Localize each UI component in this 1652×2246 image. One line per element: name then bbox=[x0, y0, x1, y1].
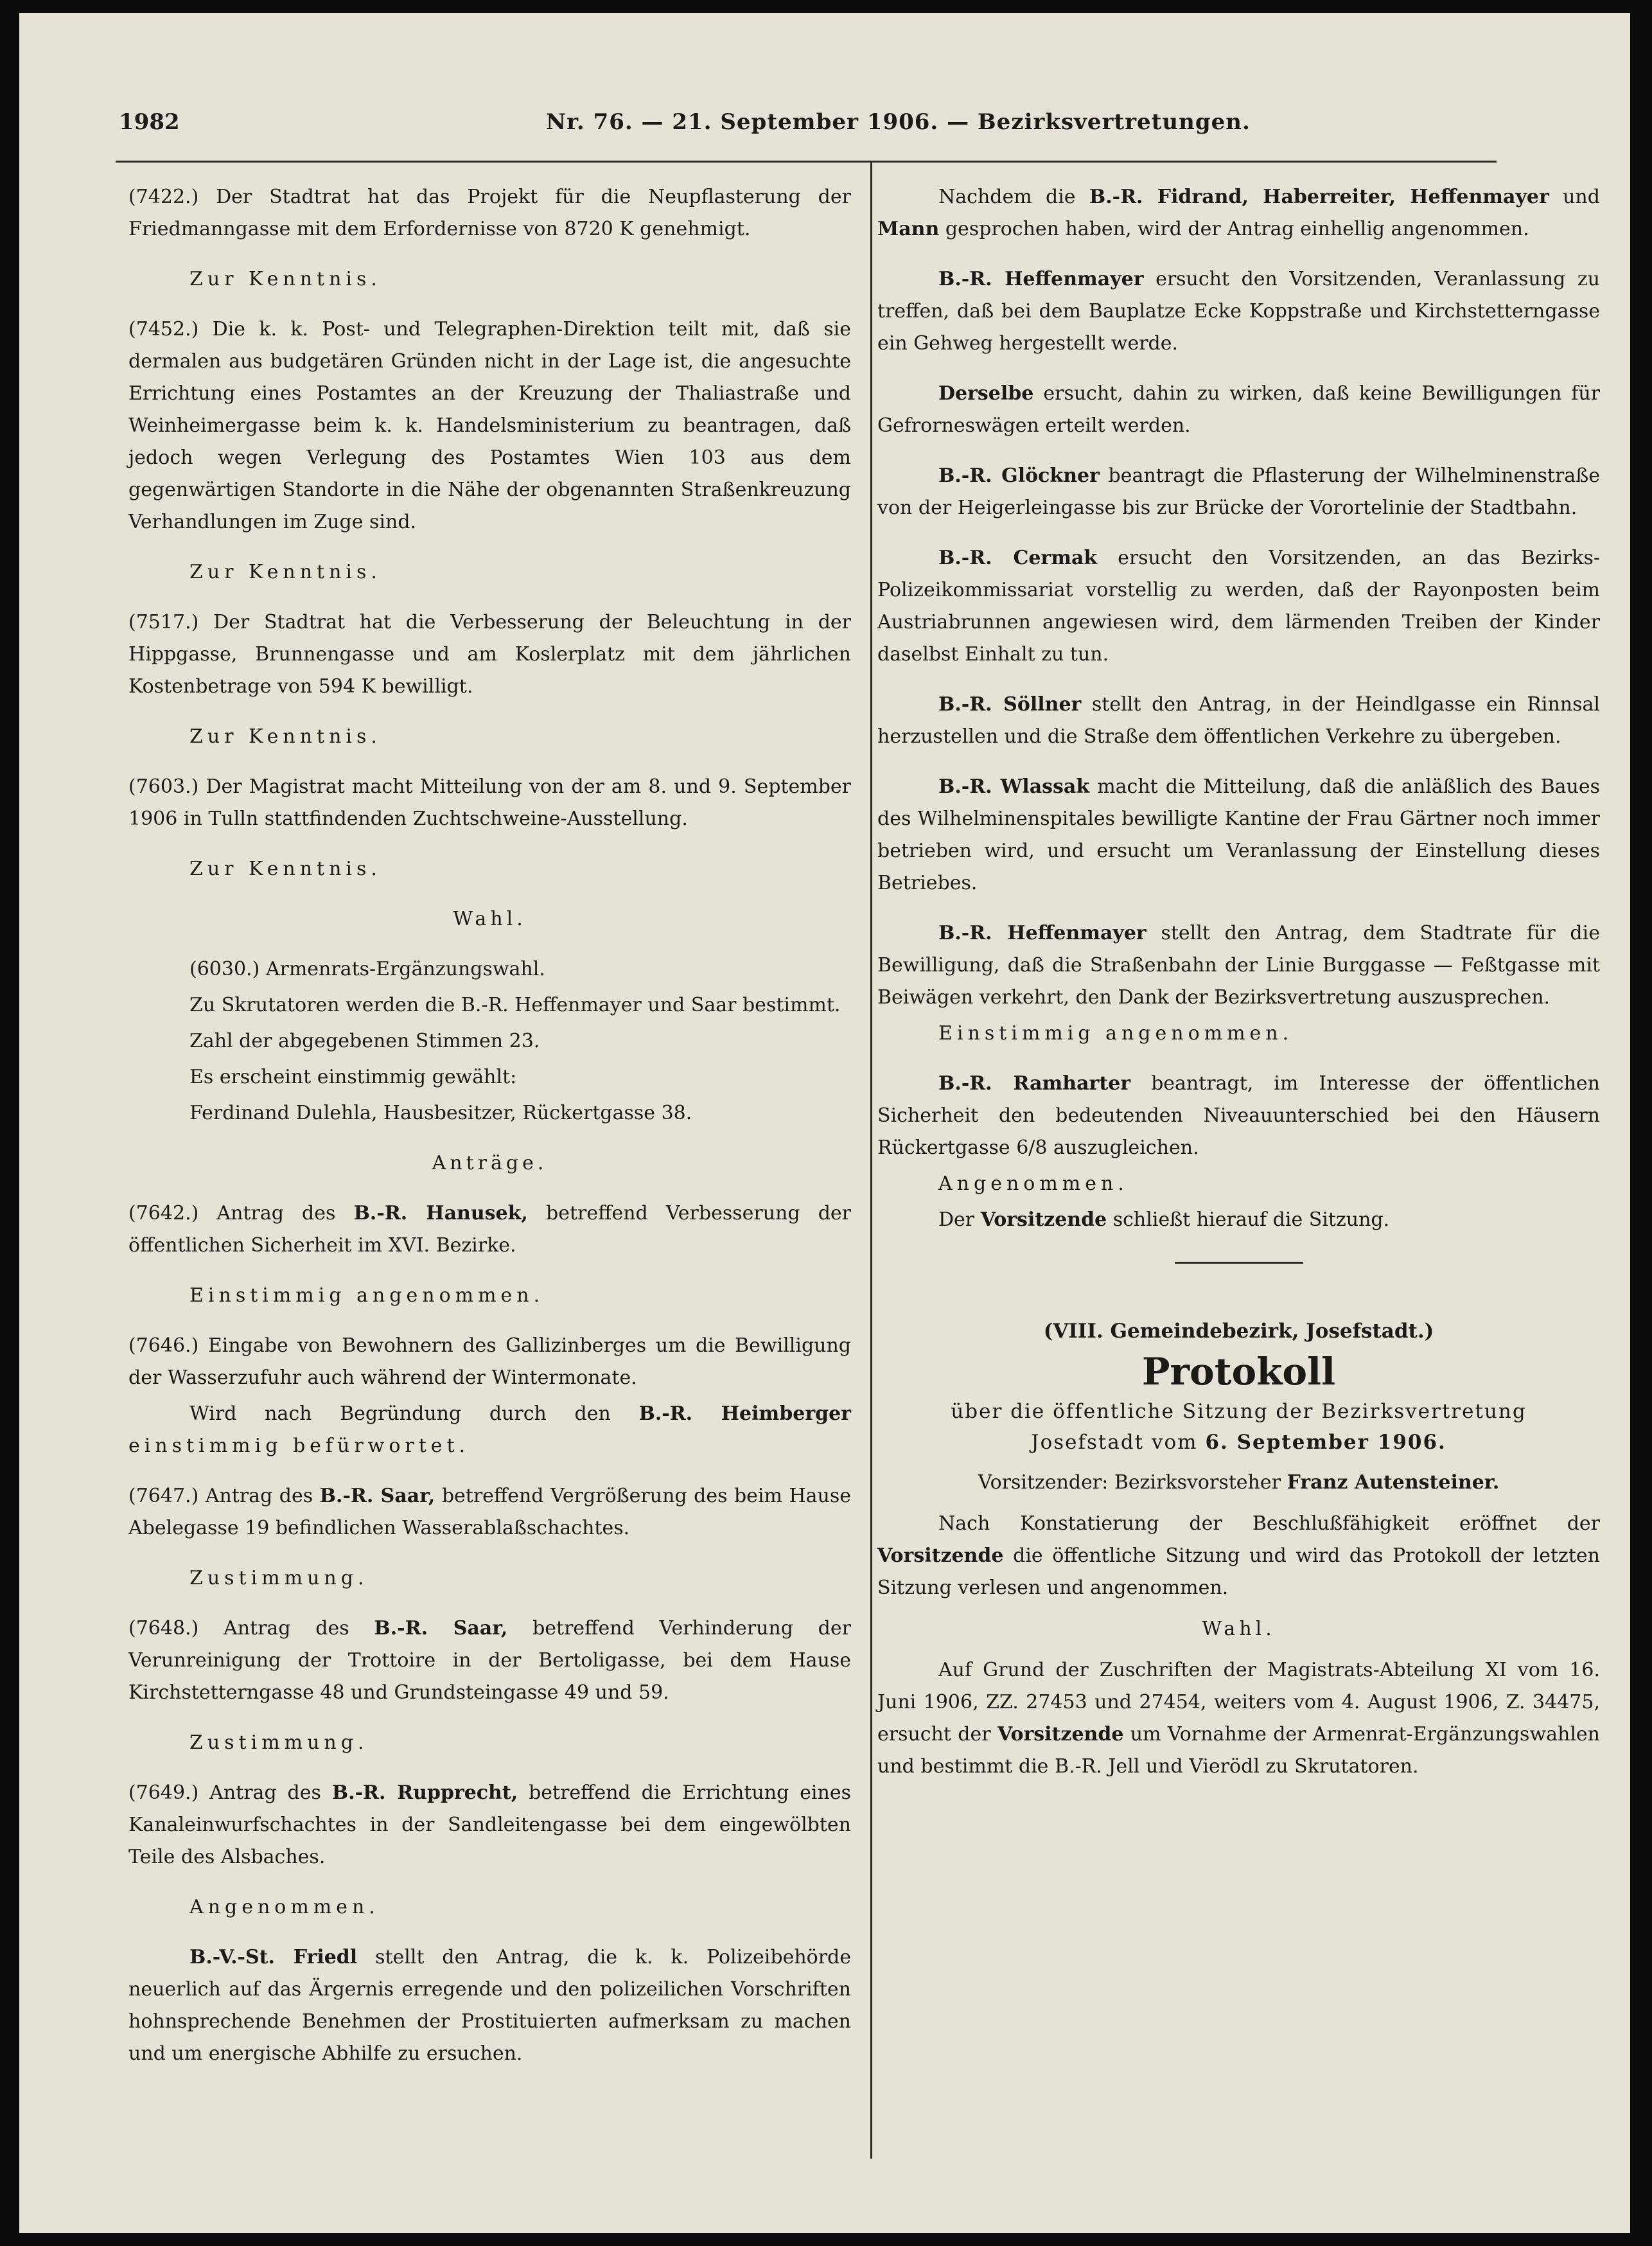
note-zustimmung: Zustimmung. bbox=[189, 1567, 369, 1589]
section-heading-antraege: Anträge. bbox=[432, 1152, 548, 1174]
item-7603: (7603.) Der Magistrat macht Mitteilung von der am 8. und 9. September 1906 in Tulln stattfindenden Zuchtschweine-Ausstellung. bbox=[128, 775, 851, 830]
item-7648: (7648.) Antrag des B.-R. Saar, betreffend Verhinderung der Verunreinigung der Trottoire in der Bertoligasse, bei dem Hause Kirchstetterngasse 48 und Grundsteingasse 49 und 59. bbox=[128, 1617, 851, 1704]
item-wlassak: B.-R. Wlassak macht die Mitteilung, daß die anläßlich des Baues des Wilhelminenspitales bewilligte Kantine der Frau Gärtner noch immer betrieben wird, und ersucht um Veranlassung der Einstellung dieses Betriebes. bbox=[877, 775, 1600, 894]
item-friedl-antrag: B.-V.-St. Friedl stellt den Antrag, die k. k. Polizeibehörde neuerlich auf das Ärgernis erregende und den polizeilichen Vorschriften hohnsprechende Benehmen der Prostituierten aufmerksam zu machen und um energische Abhilfe zu ersuchen. bbox=[128, 1946, 852, 2065]
protokoll-title: Protokoll bbox=[1141, 1350, 1336, 1393]
item-7647: (7647.) Antrag des B.-R. Saar, betreffend Vergrößerung des beim Hause Abelegasse 19 befindlichen Wasserablaßschachtes. bbox=[128, 1485, 851, 1539]
section-heading-wahl: Wahl. bbox=[453, 908, 527, 930]
page-number: 1982 bbox=[119, 109, 180, 135]
gewaehlter-name: Ferdinand Dulehla, Hausbesitzer, Rückertgasse 38. bbox=[189, 1102, 692, 1124]
item-derselbe: Derselbe ersucht, dahin zu wirken, daß keine Bewilligungen für Gefrorneswägen erteilt werden. bbox=[877, 382, 1600, 437]
item-sitzung-geschlossen: Der Vorsitzende schließt hierauf die Sitzung. bbox=[938, 1208, 1390, 1231]
item-soellner: B.-R. Söllner stellt den Antrag, in der Heindlgasse ein Rinnsal herzustellen und die Straße dem öffentlichen Verkehre zu übergeben. bbox=[877, 693, 1600, 748]
district-heading: (VIII. Gemeindebezirk, Josefstadt.) bbox=[1043, 1320, 1434, 1343]
right-column bbox=[877, 181, 1600, 1801]
item-nachdem: Nachdem die B.-R. Fidrand, Haberreiter, Heffenmayer und Mann gesprochen haben, wird der Antrag einhellig angenommen. bbox=[877, 186, 1600, 240]
note-zur-kenntnis: Zur Kenntnis. bbox=[189, 268, 382, 290]
section-heading-wahl-2: Wahl. bbox=[1202, 1618, 1276, 1640]
item-gloeckner: B.-R. Glöckner beantragt die Pflasterung der Wilhelminenstraße von der Heigerleingasse bis zur Brücke der Vorortelinie der Stadtbahn. bbox=[877, 464, 1600, 519]
column-divider bbox=[870, 161, 872, 2159]
stimmen-line: Zahl der abgegebenen Stimmen 23. bbox=[189, 1030, 540, 1052]
gewaehlt-line: Es erscheint einstimmig gewählt: bbox=[189, 1066, 517, 1088]
skrutatoren-line: Zu Skrutatoren werden die B.-R. Heffenmayer und Saar bestimmt. bbox=[189, 994, 841, 1016]
item-heffenmayer-dank: B.-R. Heffenmayer stellt den Antrag, dem Stadtrate für die Bewilligung, daß die Straßenbahn der Linie Burggasse — Feßtgasse mit Beiwägen verkehrt, den Dank der Bezirksvertretung auszusprechen. bbox=[877, 922, 1600, 1009]
skrutatoren-paragraph: Auf Grund der Zuschriften der Magistrats-Abteilung XI vom 16. Juni 1906, ZZ. 27453 und 27454, weiters vom 4. August 1906, Z. 34475, ersucht der Vorsitzende um Vornahme der Armenrat-Ergänzungswahlen und bestimmt die B.-R. Jell und Vierödl zu Skrutatoren. bbox=[877, 1659, 1601, 1778]
protokoll-subtitle: über die öffentliche Sitzung der Bezirksvertretung bbox=[951, 1400, 1527, 1423]
note-einstimmig-angenommen: Einstimmig angenommen. bbox=[189, 1284, 545, 1307]
note-einstimmig-angenommen: Einstimmig angenommen. bbox=[938, 1022, 1294, 1045]
newspaper-page bbox=[19, 13, 1630, 2233]
item-7649: (7649.) Antrag des B.-R. Rupprecht, betreffend die Errichtung eines Kanaleinwurfschachtes in der Sandleitengasse bei dem eingewölbten Teile des Alsbaches. bbox=[128, 1782, 851, 1868]
item-7517: (7517.) Der Stadtrat hat die Verbesserung der Beleuchtung in der Hippgasse, Brunnengasse und am Koslerplatz mit dem jährlichen Kostenbetrage von 594 K bewilligt. bbox=[128, 611, 851, 698]
left-column bbox=[128, 181, 851, 2088]
page-header bbox=[19, 109, 1630, 148]
note-angenommen: Angenommen. bbox=[189, 1896, 380, 1918]
item-heffenmayer-gehweg: B.-R. Heffenmayer ersucht den Vorsitzenden, Veranlassung zu treffen, daß bei dem Bauplatze Ecke Koppstraße und Kirchstetterngasse ein Gehweg hergestellt werde. bbox=[877, 268, 1600, 355]
note-zur-kenntnis: Zur Kenntnis. bbox=[189, 561, 382, 583]
eroeffnung-paragraph: Nach Konstatierung der Beschlußfähigkeit eröffnet der Vorsitzende die öffentliche Sitzung und wird das Protokoll der letzten Sitzung verlesen und angenommen. bbox=[877, 1512, 1600, 1599]
note-zustimmung: Zustimmung. bbox=[189, 1731, 369, 1754]
note-zur-kenntnis: Zur Kenntnis. bbox=[189, 725, 382, 748]
item-7422: (7422.) Der Stadtrat hat das Projekt für die Neupflasterung der Friedmanngasse mit dem Erfordernisse von 8720 K genehmigt. bbox=[128, 186, 851, 240]
befuerwortung-line: Wird nach Begründung durch den B.-R. Heimberger einstimmig befürwortet. bbox=[128, 1402, 851, 1457]
note-angenommen: Angenommen. bbox=[938, 1172, 1129, 1195]
item-7452: (7452.) Die k. k. Post- und Telegraphen-Direktion teilt mit, daß sie dermalen aus budgetären Gründen nicht in der Lage ist, die angesuchte Errichtung eines Postamtes an der Kreuzung der Thaliastraße und Weinheimergasse beim k. k. Handelsministerium zu beantragen, daß jedoch wegen Verlegung des Postamtes Wien 103 aus dem gegenwärtigen Standorte in die Nähe der obgenannten Straßenkreuzung Verhandlungen im Zuge sind. bbox=[128, 318, 851, 533]
vorsitzender-line: Vorsitzender: Bezirksvorsteher Franz Autensteiner. bbox=[978, 1471, 1500, 1494]
item-7642: (7642.) Antrag des B.-R. Hanusek, betreffend Verbesserung der öffentlichen Sicherheit im XVI. Bezirke. bbox=[128, 1202, 851, 1257]
item-cermak: B.-R. Cermak ersucht den Vorsitzenden, an das Bezirks-Polizeikommissariat vorstellig zu werden, daß der Rayonposten beim Austriabrunnen angewiesen wird, dem lärmenden Treiben der Kinder daselbst Einhalt zu tun. bbox=[877, 547, 1600, 666]
note-zur-kenntnis: Zur Kenntnis. bbox=[189, 858, 382, 880]
section-separator bbox=[1175, 1262, 1303, 1264]
item-6030: (6030.) Armenrats-Ergänzungswahl. bbox=[189, 958, 545, 980]
protokoll-date-line: Josefstadt vom 6. September 1906. bbox=[1031, 1431, 1446, 1454]
header-rule bbox=[116, 161, 1497, 163]
running-title: Nr. 76. — 21. September 1906. — Bezirksvertretungen. bbox=[546, 109, 1251, 135]
item-7646: (7646.) Eingabe von Bewohnern des Gallizinberges um die Bewilligung der Wasserzufuhr auch während der Wintermonate. bbox=[128, 1334, 851, 1389]
item-ramharter: B.-R. Ramharter beantragt, im Interesse der öffentlichen Sicherheit den bedeutenden Niveauunterschied bei den Häusern Rückertgasse 6/8 auszugleichen. bbox=[877, 1072, 1600, 1159]
